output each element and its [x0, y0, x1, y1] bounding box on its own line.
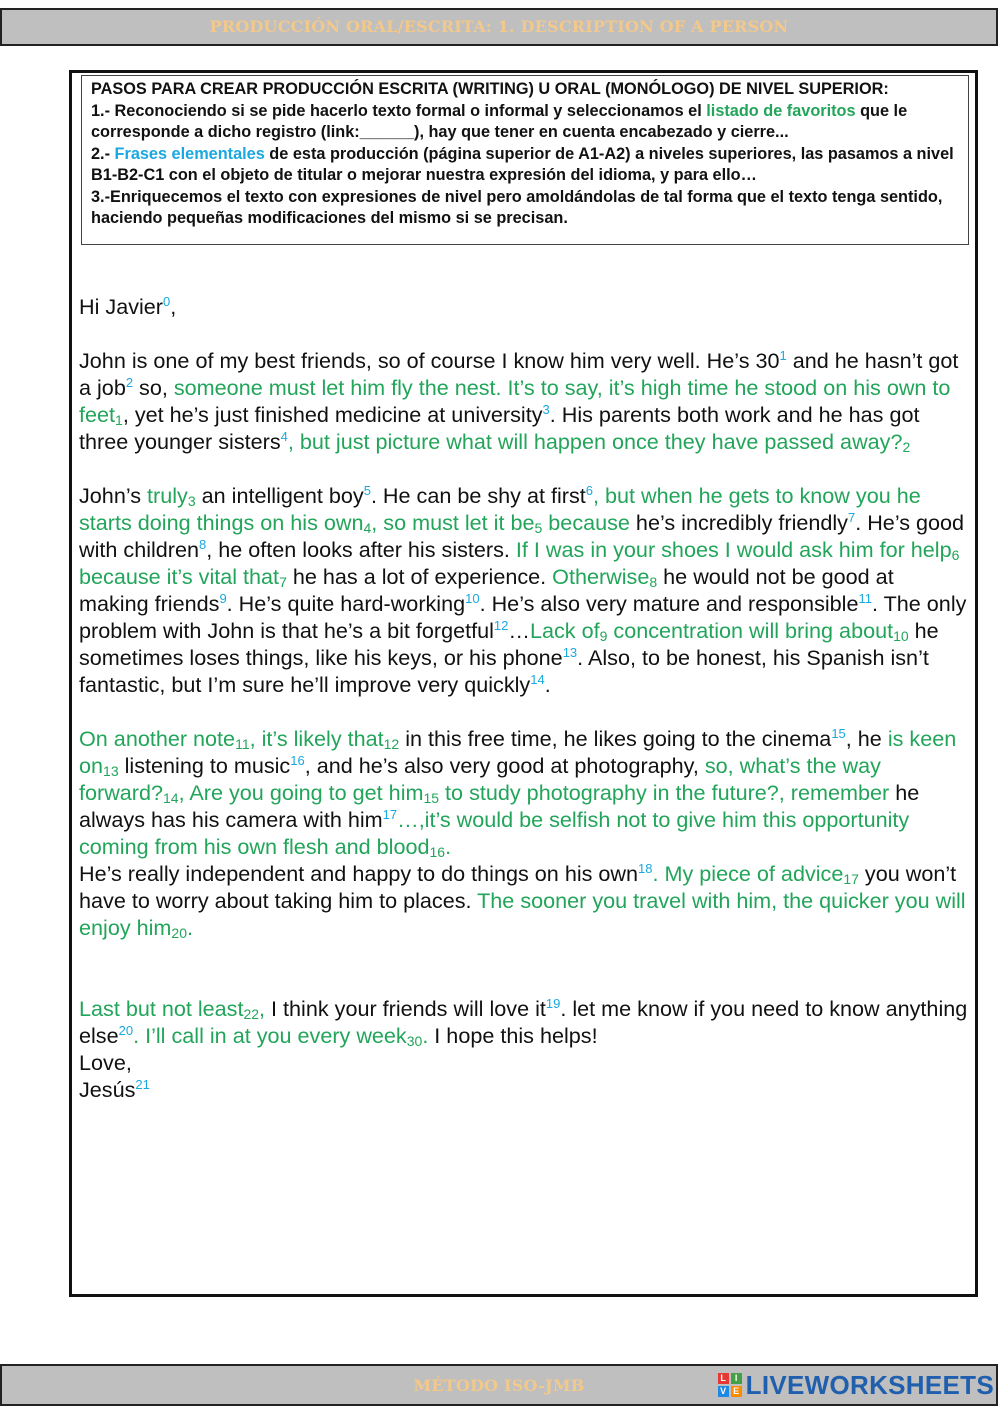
- footnote-number: 20: [118, 1023, 134, 1038]
- text-segment: he sometimes loses things, like his keys, or his phone: [79, 618, 939, 670]
- footnote-number: 1: [779, 348, 787, 363]
- text-segment: . His parents both work and he has got three younger sisters: [79, 402, 920, 454]
- closing: Love,: [79, 1050, 132, 1075]
- step-1: [91, 101, 959, 144]
- text-segment: , he often looks after his sisters.: [206, 537, 516, 562]
- header-bar: [0, 8, 998, 46]
- advanced-expression: concentration will bring about: [607, 618, 894, 643]
- advanced-expression: Otherwise: [552, 564, 650, 589]
- text-segment: . He’s also very mature and responsible: [479, 591, 859, 616]
- footer-label: MÉTODO ISO-JMB: [413, 1376, 585, 1395]
- footnote-number: 6: [585, 483, 594, 498]
- step-2-number: 2.-: [91, 144, 115, 163]
- text-segment: so,: [133, 375, 174, 400]
- signature: [79, 1076, 969, 1103]
- expression-number: 17: [843, 871, 859, 887]
- footnote-number: 19: [545, 996, 561, 1011]
- greeting: [79, 293, 969, 320]
- text-segment: John is one of my best friends, so of course I know him very well. He’s 30: [79, 348, 780, 373]
- footnote-number: 3: [542, 402, 550, 417]
- text-segment: listening to music: [118, 753, 291, 778]
- text-segment: I think your friends will love it: [265, 996, 546, 1021]
- advanced-expression: , but when he gets to know you he starts doing things on his own: [79, 483, 921, 535]
- footnote-number: 12: [493, 618, 509, 633]
- footnote-number: 8: [199, 537, 207, 552]
- expression-number: 11: [235, 736, 250, 752]
- greeting-note: 0: [163, 294, 171, 309]
- expression-number: 7: [279, 574, 287, 590]
- expression-number: 6: [951, 547, 960, 563]
- expression-number: 8: [649, 574, 658, 590]
- text-segment: , and he’s also very good at photography,: [304, 753, 705, 778]
- advanced-expression: someone must let him fly the nest. It’s to say, it’s high time he stood on his own to feet: [79, 375, 951, 427]
- advanced-expression: .: [422, 1023, 429, 1048]
- text-segment: he has a lot of experience.: [286, 564, 553, 589]
- text-segment: . let me know if you need to know anything else: [79, 996, 968, 1048]
- advanced-expression: truly: [147, 483, 188, 508]
- footnote-number: 2: [125, 375, 134, 390]
- advanced-expression: , so must let it be: [371, 510, 535, 535]
- text-segment: . He can be shy at first: [370, 483, 586, 508]
- text-segment: He’s really independent and happy to do things on his own: [79, 861, 639, 886]
- paragraph-3: [79, 725, 969, 860]
- text-segment: I hope this helps!: [428, 1023, 598, 1048]
- paragraph-4: [79, 860, 969, 941]
- text-segment: . The only problem with John is that he’s a bit forgetful: [79, 591, 967, 643]
- advanced-expression: Lack of: [529, 618, 600, 643]
- footnote-number: 13: [562, 645, 578, 660]
- advanced-expression: so, what’s the way forward?: [79, 753, 881, 805]
- advanced-expression: , it’s likely that: [249, 726, 384, 751]
- footnote-number: 7: [847, 510, 856, 525]
- text-segment: John’s: [79, 483, 148, 508]
- advanced-expression: .: [445, 834, 452, 859]
- paragraph-1: [79, 347, 969, 455]
- text-segment: you won’t have to worry about taking him to places.: [79, 861, 957, 913]
- text-segment: he’s incredibly friendly: [629, 510, 848, 535]
- paragraph-2: [79, 482, 969, 698]
- expression-number: 13: [103, 763, 119, 779]
- advanced-expression: .: [187, 915, 193, 940]
- logo-grid-icon: L I V E: [718, 1373, 742, 1397]
- advanced-expression: …,it’s would be selfish not to give him this opportunity coming from his own flesh and blood: [79, 807, 910, 859]
- letter-body: [79, 293, 969, 1103]
- expression-number: 16: [429, 844, 446, 860]
- step-2-text: de esta producción (página superior de A1-A2) a niveles superiores, las pasamos a nivel B1-B2-C1 con el objeto de titular o mejorar nuestra expresión del idioma, y para ello…: [91, 144, 954, 184]
- text-segment: an intelligent boy: [195, 483, 364, 508]
- advanced-expression: , but just picture what will happen once they have passed away?: [287, 429, 903, 454]
- signature-text: Jesús: [79, 1077, 136, 1102]
- advanced-expression: is keen on: [79, 726, 957, 778]
- expression-number: 15: [423, 790, 440, 806]
- footnote-number: 9: [219, 591, 227, 606]
- text-segment: …: [508, 618, 530, 643]
- text-segment: . Also, to be honest, his Spanish isn’t fantastic, but I’m sure he’ll improve very quickly: [79, 645, 929, 697]
- footnote-number: 4: [280, 429, 288, 444]
- text-segment: and he hasn’t got a job: [79, 348, 959, 400]
- liveworksheets-logo[interactable]: [718, 1368, 994, 1402]
- step-3: 3.-Enriquecemos el texto con expresiones de nivel pero amoldándolas de tal forma que el texto tenga sentido, haciendo pequeñas modificaciones del mismo si se precisan.: [91, 187, 943, 227]
- expression-number: 9: [599, 628, 608, 644]
- footnote-number: 14: [530, 672, 545, 687]
- footnote-number: 18: [638, 861, 653, 876]
- advanced-expression: because it’s vital that: [79, 564, 280, 589]
- greeting-comma: ,: [170, 294, 177, 319]
- paragraph-5: [79, 995, 969, 1049]
- step-1-text-end: que le corresponde a dicho registro (link:______), hay que tener en cuenta encabezado y cierre...: [91, 101, 908, 141]
- footnote-number: 15: [831, 726, 846, 741]
- text-segment: , he: [845, 726, 888, 751]
- advanced-expression: because: [542, 510, 630, 535]
- text-segment: he always has his camera with him: [79, 780, 920, 832]
- text-segment: . He’s good with children: [79, 510, 965, 562]
- expression-number: 10: [893, 628, 909, 644]
- expression-number: 3: [187, 493, 196, 509]
- greeting-text: Hi Javier: [79, 294, 163, 319]
- advanced-expression: . My piece of advice: [652, 861, 844, 886]
- expression-number: 2: [902, 439, 911, 455]
- expression-number: 5: [534, 520, 543, 536]
- expression-number: 12: [383, 736, 400, 752]
- step-2: [91, 144, 959, 187]
- expression-number: 14: [163, 790, 179, 806]
- footnote-number: 17: [382, 807, 398, 822]
- steps-heading: PASOS PARA CREAR PRODUCCIÓN ESCRITA (WRITING) U ORAL (MONÓLOGO) DE NIVEL SUPERIOR:: [91, 80, 889, 98]
- expression-number: 22: [243, 1006, 260, 1022]
- text-segment: . He’s quite hard-working: [226, 591, 466, 616]
- advanced-expression: On another note: [79, 726, 236, 751]
- elementary-phrases-link[interactable]: Frases elementales: [114, 144, 265, 163]
- advanced-expression: to study photography in the future?, remember: [439, 780, 890, 805]
- steps-box: [81, 75, 969, 245]
- advanced-expression: Last but not least: [79, 996, 244, 1021]
- signature-note: 21: [135, 1077, 150, 1092]
- footnote-number: 16: [290, 753, 305, 768]
- footnote-number: 10: [465, 591, 480, 606]
- text-segment: , yet he’s just finished medicine at university: [122, 402, 543, 427]
- advanced-expression: . I’ll call in at you every week: [133, 1023, 407, 1048]
- step-1-text: 1.- Reconociendo si se pide hacerlo texto formal o informal y seleccionamos el: [91, 101, 707, 120]
- advanced-expression: If I was in your shoes I would ask him for help: [515, 537, 952, 562]
- expression-number: 20: [171, 925, 187, 941]
- logo-text: LIVEWORKSHEETS: [745, 1369, 994, 1400]
- expression-number: 30: [406, 1033, 423, 1049]
- expression-number: 1: [115, 412, 123, 428]
- text-segment: .: [544, 672, 551, 697]
- text-segment: in this free time, he likes going to the cinema: [399, 726, 832, 751]
- header-title: PRODUCCIÓN ORAL/ESCRITA: 1. DESCRIPTION OF A PERSON: [209, 17, 789, 36]
- advanced-expression: ,: [259, 996, 266, 1021]
- footnote-number: 11: [858, 591, 872, 606]
- favorites-link[interactable]: listado de favoritos: [706, 101, 856, 120]
- advanced-expression: , Are you going to get him: [178, 780, 424, 805]
- text-segment: he would not be good at making friends: [79, 564, 894, 616]
- expression-number: 4: [363, 520, 372, 536]
- footnote-number: 5: [363, 483, 371, 498]
- advanced-expression: The sooner you travel with him, the quicker you will enjoy him: [79, 888, 966, 940]
